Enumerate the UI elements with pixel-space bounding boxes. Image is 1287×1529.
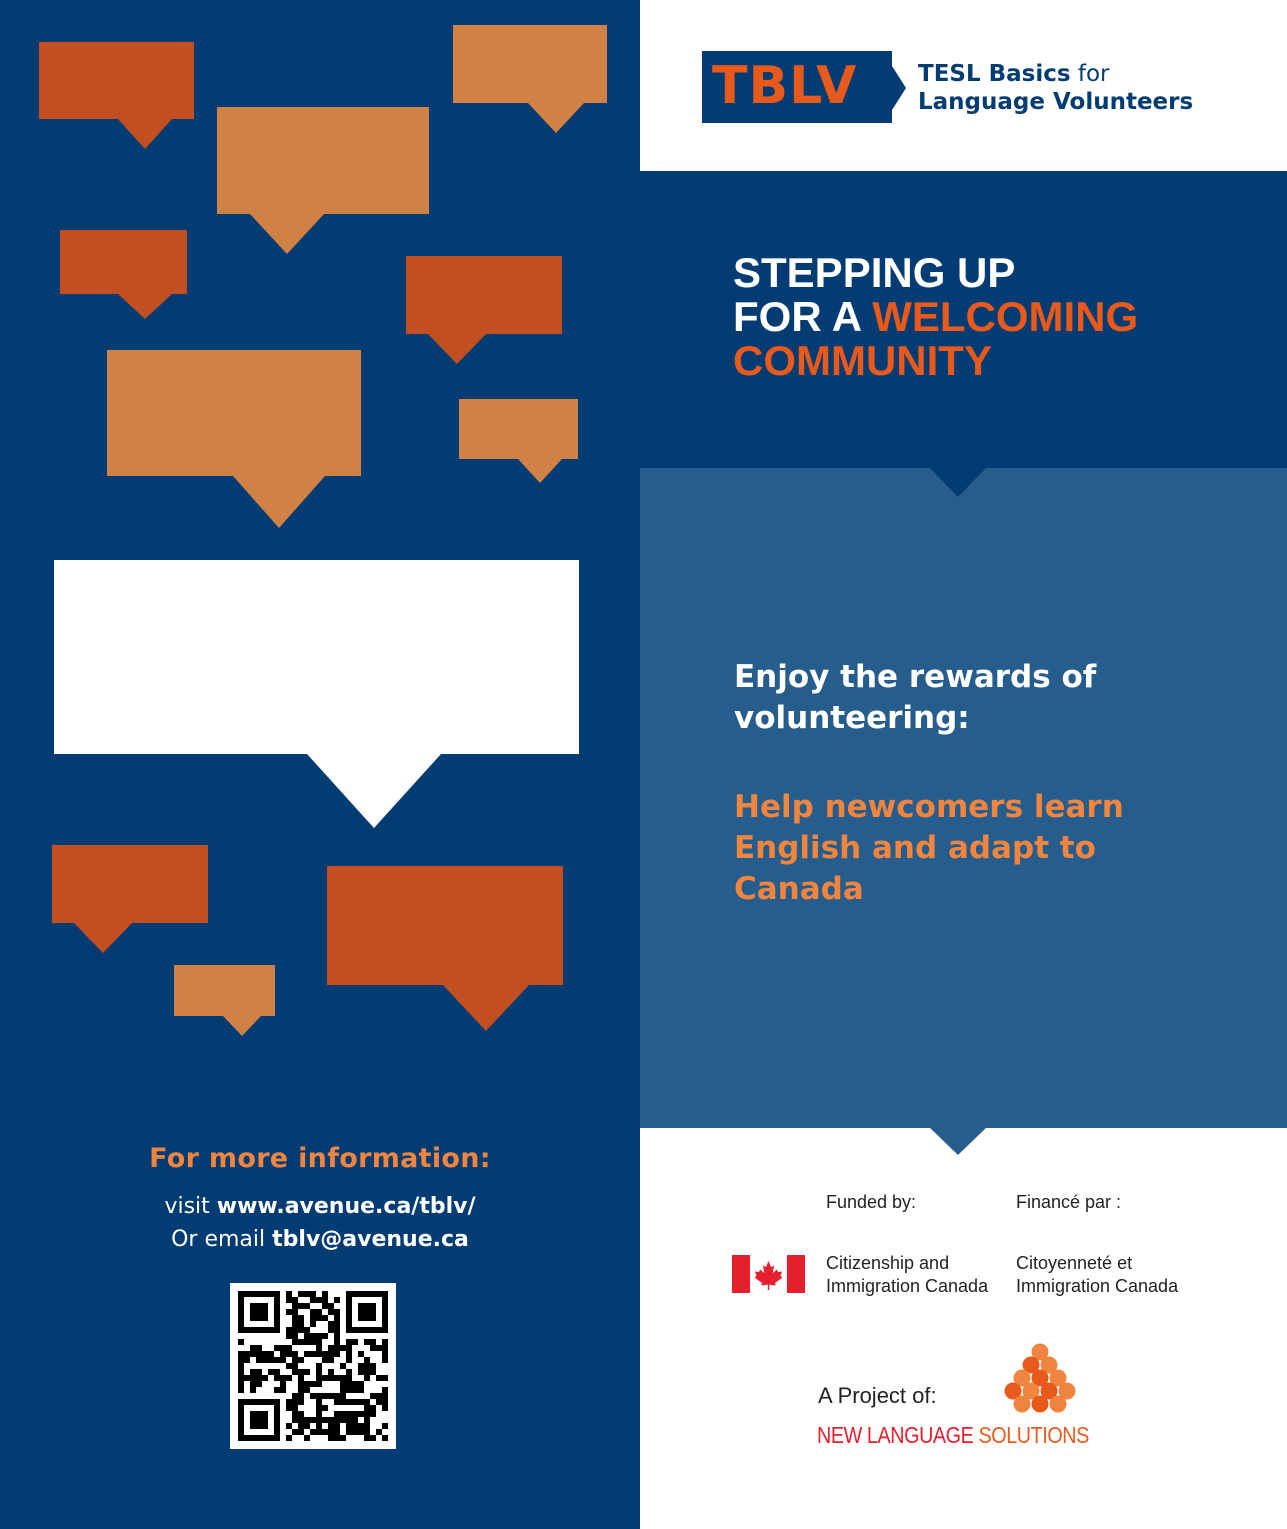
funded-by-label: Funded by: (826, 1192, 917, 1212)
speech-bubble-icon (459, 399, 578, 483)
speech-bubble-icon (60, 230, 187, 319)
speech-bubble-icon (453, 25, 607, 133)
finance-par-label: Financé par : (1016, 1192, 1122, 1212)
speech-bubbles-graphic (0, 0, 640, 1100)
website-link[interactable]: www.avenue.ca/tblv/ (216, 1194, 476, 1219)
ministry-en-line-1: Citizenship and (826, 1253, 950, 1273)
project-of-label: A Project of: (818, 1383, 937, 1408)
speech-bubble-icon (174, 965, 275, 1036)
headline-line-2-white: FOR A (733, 293, 873, 340)
ministry-fr-line-2: Immigration Canada (1016, 1276, 1179, 1296)
email-prefix: Or email (171, 1227, 273, 1252)
speech-bubble-icon (52, 845, 208, 953)
visit-line (0, 1194, 640, 1219)
footer-white-band (640, 1128, 1287, 1529)
nls-dot (1050, 1396, 1067, 1413)
ministry-fr-line-1: Citoyenneté et (1016, 1253, 1133, 1273)
speech-bubble-icon (217, 107, 429, 254)
qr-code-pattern (230, 1283, 396, 1449)
logo-sub-bold-1: TESL Basics (918, 61, 1071, 87)
rewards-body: Help newcomers learn English and adapt to Canada (734, 789, 1124, 907)
ministry-name-fr (1016, 1252, 1178, 1298)
nls-dots-logo-icon (986, 1342, 1094, 1418)
more-info-heading: For more information: (149, 1143, 491, 1174)
nls-wordmark-part-2: SOLUTIONS (978, 1422, 1089, 1448)
speech-bubble-icon (406, 256, 562, 364)
logo-subtitle (918, 60, 1193, 116)
email-line (0, 1227, 640, 1252)
ministry-name-en (826, 1252, 988, 1298)
speech-bubble-icon (54, 560, 579, 828)
ministry-en-line-2: Immigration Canada (826, 1276, 989, 1296)
nls-dot (1032, 1396, 1049, 1413)
qr-code-icon[interactable] (230, 1283, 396, 1449)
rewards-heading: Enjoy the rewards of volunteering: (734, 659, 1097, 736)
headline-line-3: COMMUNITY (733, 337, 992, 384)
headline-line-1: STEPPING UP (733, 249, 1016, 296)
speech-bubble-icon (39, 42, 194, 149)
speech-bubble-icon (107, 350, 361, 528)
email-link[interactable]: tblv@avenue.ca (272, 1227, 469, 1252)
nls-wordmark (817, 1422, 1089, 1449)
logo-sub-normal-1: for (1070, 61, 1110, 87)
headline-line-2-orange: WELCOMING (872, 293, 1139, 340)
visit-prefix: visit (164, 1194, 217, 1219)
nls-dot (1014, 1396, 1031, 1413)
tblv-logo-mark: TBLV (712, 56, 858, 116)
logo-sub-bold-2: Language Volunteers (918, 89, 1194, 115)
band-pointer-icon (928, 1126, 988, 1156)
logo-arrow-icon (880, 66, 908, 110)
nls-wordmark-part-1: NEW LANGUAGE (817, 1422, 979, 1448)
speech-bubble-icon (327, 866, 563, 1031)
canada-flag-icon (732, 1255, 805, 1293)
band-pointer-icon (928, 466, 988, 498)
headline (733, 251, 1253, 383)
